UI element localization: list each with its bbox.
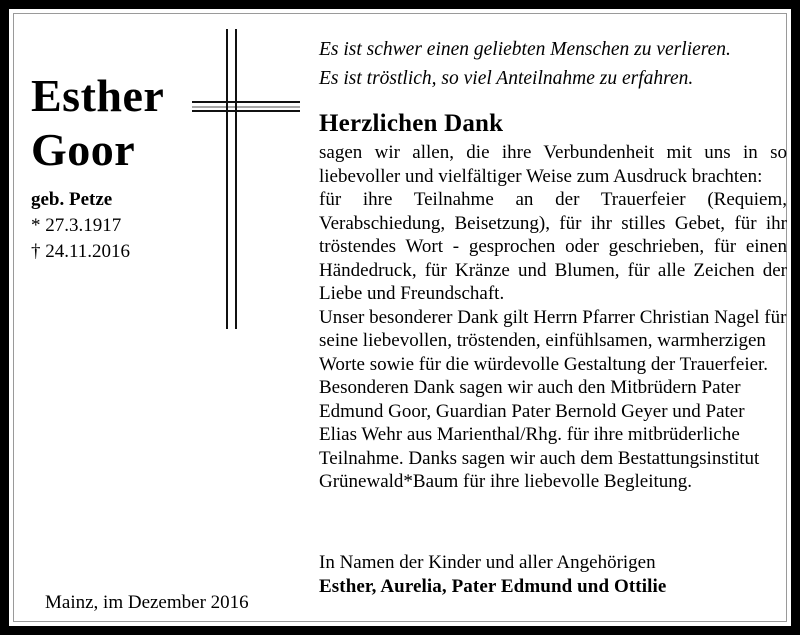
thanks-paragraph: für ihre Teilnahme an der Trauerfeier (Requiem, Verabschiedung, Beisetzung), für ihr stilles Gebet, für ihr tröstendes Wort - gesprochen oder geschrieben, für einen Händedruck, für Kränze und Blumen, für alle Zeichen der Liebe und Freundschaft.	[319, 189, 787, 304]
cross-vertical-stem	[226, 29, 237, 329]
death-date: † 24.11.2016	[31, 241, 131, 262]
epigraph	[319, 35, 787, 93]
birth-date: * 27.3.1917	[31, 215, 122, 236]
closing-on-behalf-of: In Namen der Kinder und aller Angehörigen	[319, 552, 656, 573]
thanks-paragraph: sagen wir allen, die ihre Verbundenheit mit uns in so liebevoller und vielfältiger Weise zum Ausdruck brachten:	[319, 142, 787, 187]
closing-block	[319, 551, 787, 599]
message-column	[319, 35, 787, 494]
thanks-heading: Herzlichen Dank	[319, 110, 504, 137]
epigraph-line-2: Es ist tröstlich, so viel Anteilnahme zu erfahren.	[319, 68, 694, 89]
place-and-date: Mainz, im Dezember 2016	[45, 592, 249, 613]
name-line-last: Goor	[31, 124, 136, 175]
maiden-name: geb. Petze	[31, 189, 113, 210]
closing-names: Esther, Aurelia, Pater Edmund und Ottilie	[319, 576, 667, 597]
notice-sheet	[9, 9, 791, 626]
thanks-paragraph: Unser besonderer Dank gilt Herrn Pfarrer Christian Nagel für seine liebevollen, tröstenden, einfühlsamen, warmherzigen Worte sowie für die würdevolle Gestaltung der Trauerfeier. Besonderen Dank sagen wir auch den Mitbrüdern Pater Edmund Goor, Guardian Pater Bernold Geyer und Pater Elias Wehr aus Marienthal/Rhg. für ihre mitbrüderliche Teilnahme. Danks sagen wir auch dem Bestattungsinstitut Grünewald*Baum für ihre liebevolle Begleitung.	[319, 306, 787, 492]
cross-bar-core	[192, 106, 300, 108]
thanks-body	[319, 141, 787, 494]
epigraph-line-1: Es ist schwer einen geliebten Menschen zu verlieren.	[319, 39, 731, 60]
name-line-first: Esther	[31, 70, 165, 121]
cross-horizontal-bar	[192, 101, 300, 112]
cross-icon	[192, 29, 300, 329]
